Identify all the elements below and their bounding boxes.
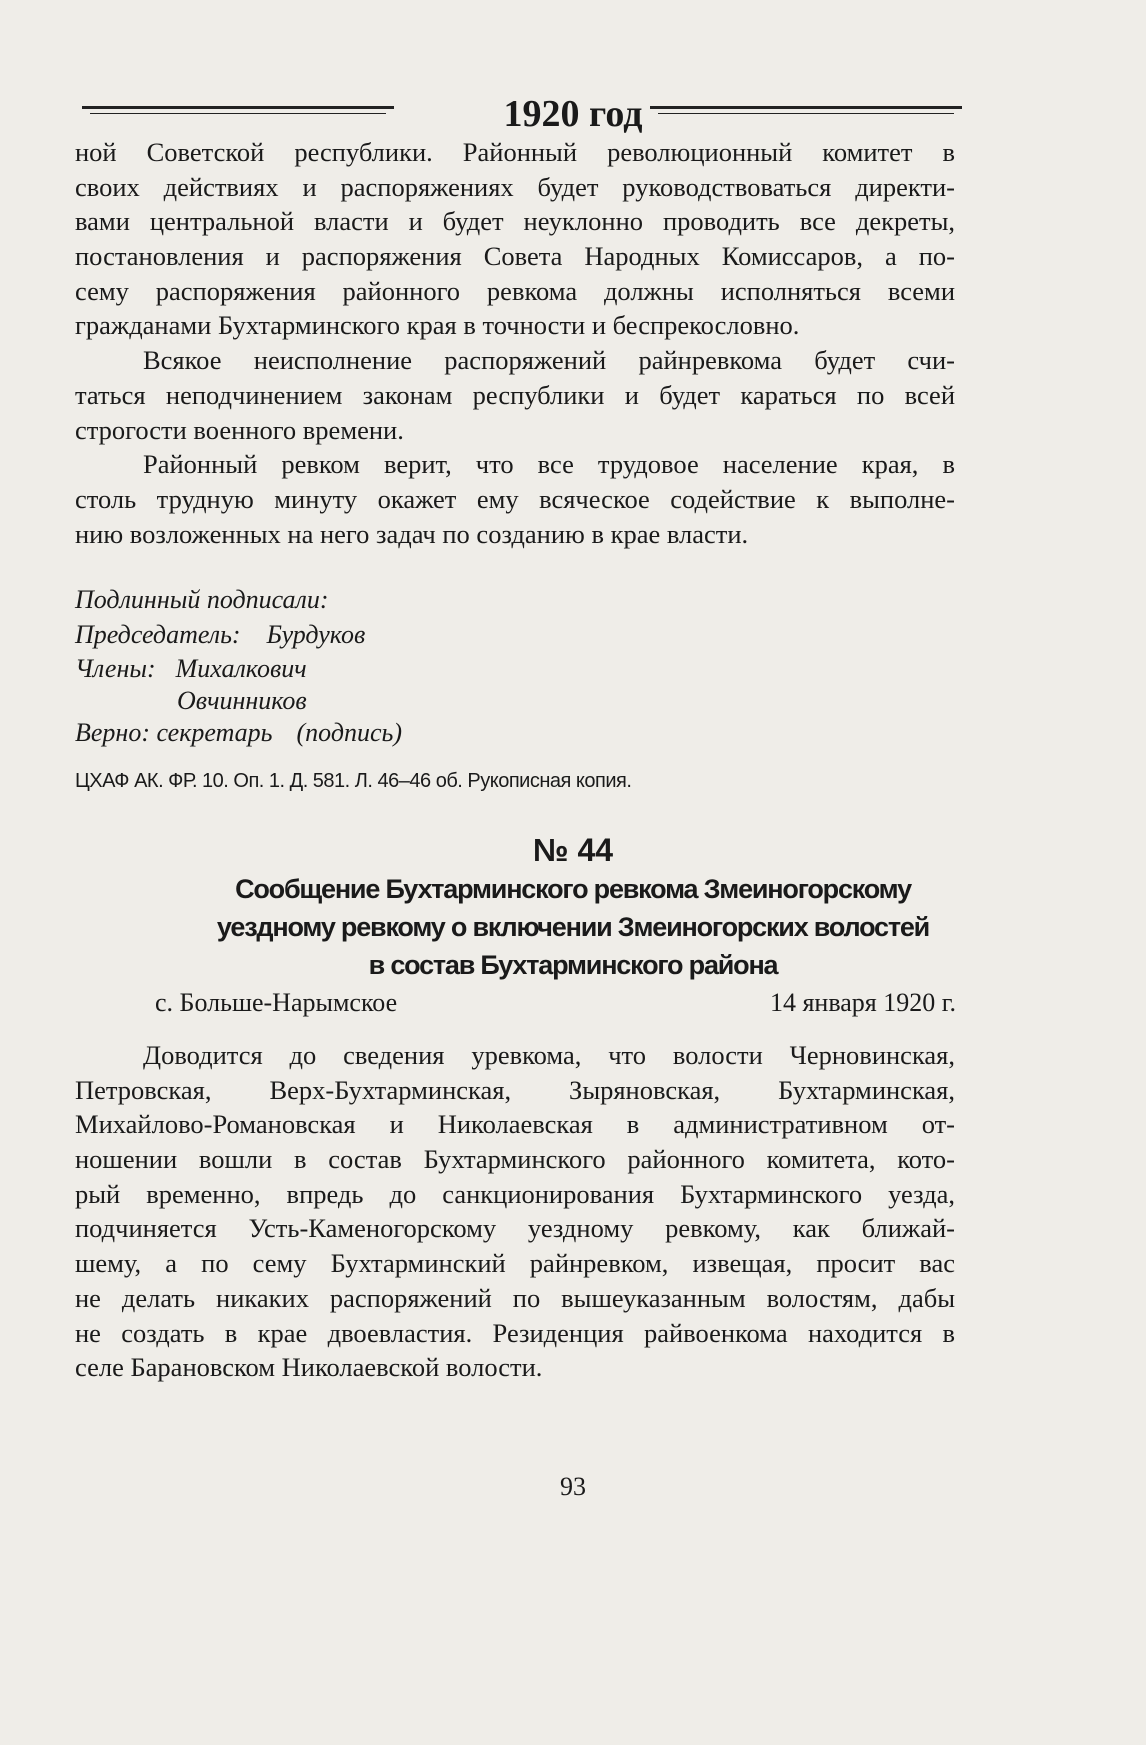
text-line: ношении вошли в состав Бухтарминского районного комитета, кото-: [75, 1144, 955, 1175]
member-name: Михалкович: [175, 654, 307, 684]
document-place: с. Больше-Нарымское: [155, 988, 398, 1017]
text-line: ной Советской республики. Районный революционный комитет в: [75, 137, 955, 167]
text-line: строгости военного времени.: [75, 414, 404, 445]
text-line: Доводится до сведения уревкома, что волости Черновинская,: [143, 1040, 955, 1070]
text-line: шему, а по сему Бухтарминский райнревком, извещая, просит вас: [75, 1248, 955, 1279]
text-line: сему распоряжения районного ревкома должны исполняться всеми: [75, 275, 955, 306]
chair-name: Бурдуков: [266, 619, 366, 649]
members-label: Члены:: [75, 654, 156, 684]
secretary-label: Верно: секретарь: [75, 718, 273, 748]
text-line: гражданами Бухтарминского края в точности и беспрекословно.: [75, 310, 800, 341]
member-name: Овчинников: [177, 686, 307, 716]
document-date: 14 января 1920 г.: [769, 988, 956, 1017]
title-line: Сообщение Бухтарминского ревкома Змеиногорскому: [235, 874, 911, 904]
document-title: [0, 870, 1146, 984]
text-line: столь трудную минуту окажет ему всяческое содействие к выполне-: [75, 483, 955, 514]
previous-document-text: [75, 135, 955, 551]
signatures: [75, 583, 955, 751]
title-line: уездному ревкому о включении Змеиногорских волостей: [216, 912, 930, 942]
page-number: 93: [560, 1472, 586, 1501]
secretary-sign: (подпись): [296, 718, 403, 748]
document-number: № 44: [532, 832, 614, 868]
text-line: Районный ревком верит, что все трудовое население края, в: [143, 449, 955, 480]
members-signature-2: [75, 684, 955, 716]
text-line: подчиняется Усть-Каменогорскому уездному ревкому, как ближай-: [75, 1213, 955, 1244]
chair-label: Председатель:: [75, 619, 241, 649]
text-line: не создать в крае двоевластия. Резиденция райвоенкома находится в: [75, 1317, 955, 1348]
chair-signature: [75, 618, 955, 653]
text-line: Всякое неисполнение распоряжений райнревкома будет счи-: [143, 345, 955, 376]
title-line: в состав Бухтарминского района: [368, 950, 778, 980]
text-line: Петровская, Верх-Бухтарминская, Зыряновская, Бухтарминская,: [75, 1074, 955, 1105]
document-body: [75, 1038, 955, 1385]
secretary-signature: [75, 716, 955, 751]
text-line: рый временно, впредь до санкционирования Бухтарминского уезда,: [75, 1178, 955, 1209]
text-line: Михайлово-Романовская и Николаевская в административном от-: [75, 1109, 955, 1140]
signatures-intro: Подлинный подписали:: [75, 585, 329, 614]
archive-citation: ЦХАФ АК. ФР. 10. Оп. 1. Д. 581. Л. 46–46 об. Рукописная копия.: [75, 770, 632, 792]
text-line: нию возложенных на него задач по созданию в крае власти.: [75, 518, 749, 549]
members-signature: [75, 652, 955, 684]
text-line: вами центральной власти и будет неуклонно проводить все декреты,: [75, 206, 955, 237]
running-header: 1920 год: [503, 93, 643, 135]
text-line: селе Барановском Николаевской волости.: [75, 1352, 543, 1383]
text-line: таться неподчинением законам республики и будет караться по всей: [75, 379, 955, 410]
text-line: своих действиях и распоряжениях будет руководствоваться директи-: [75, 171, 955, 202]
text-line: не делать никаких распоряжений по вышеуказанным волостям, дабы: [75, 1282, 955, 1313]
text-line: постановления и распоряжения Совета Народных Комиссаров, а по-: [75, 241, 955, 272]
